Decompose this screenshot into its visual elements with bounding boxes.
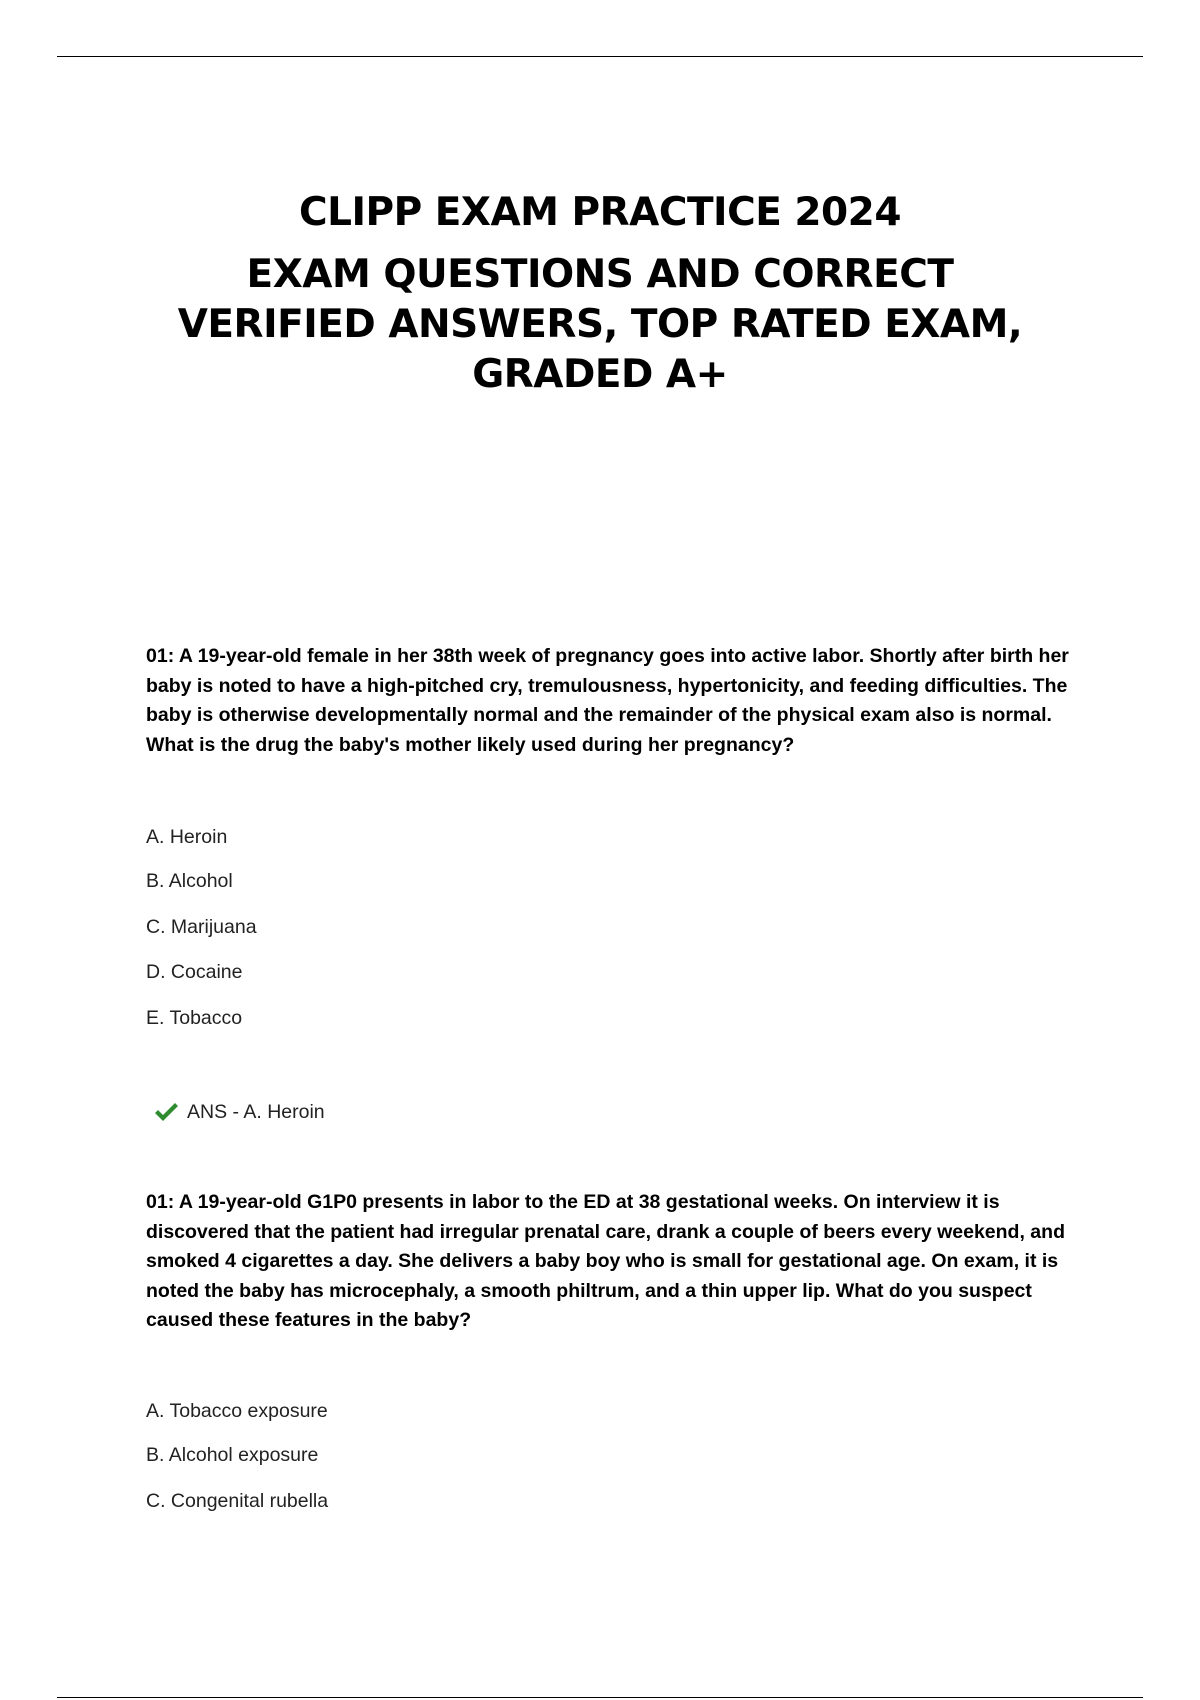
subtitle-line: VERIFIED ANSWERS, TOP RATED EXAM, [177,302,1023,347]
title-block [100,188,1100,400]
top-rule [57,56,1143,57]
document-subtitle [100,250,1100,400]
correct-answer [153,1097,325,1127]
answer-text: ANS - A. Heroin [187,1100,325,1123]
answer-option: C. Marijuana [146,916,257,938]
answer-option: C. Congenital rubella [146,1490,329,1512]
answer-option: E. Tobacco [146,1007,243,1029]
answer-option: A. Heroin [146,826,228,848]
bottom-rule [57,1697,1143,1698]
answer-option: D. Cocaine [146,961,243,983]
question-text: 01: A 19-year-old G1P0 presents in labor to the ED at 38 gestational weeks. On interview it is discovered that the patient had irregular prenatal care, drank a couple of beers every weekend, and smoked 4 cigarettes a day. She delivers a baby boy who is small for gestational age. On exam, it is noted the baby has microcephaly, a smooth philtrum, and a thin upper lip. What do you suspect caused these features in the baby? [146,1191,1065,1331]
subtitle-line: EXAM QUESTIONS AND CORRECT [246,252,954,297]
checkmark-icon [153,1100,179,1124]
answer-option: A. Tobacco exposure [146,1400,328,1422]
answer-option: B. Alcohol [146,870,233,892]
question-text: 01: A 19-year-old female in her 38th week of pregnancy goes into active labor. Shortly after birth her baby is noted to have a high-pitched cry, tremulousness, hypertonicity, and feeding difficulties. The baby is otherwise developmentally normal and the remainder of the physical exam also is normal. What is the drug the baby's mother likely used during her pregnancy? [146,645,1069,756]
answer-option: B. Alcohol exposure [146,1444,319,1466]
document-title: CLIPP EXAM PRACTICE 2024 [299,190,901,235]
subtitle-line: GRADED A+ [472,352,728,397]
